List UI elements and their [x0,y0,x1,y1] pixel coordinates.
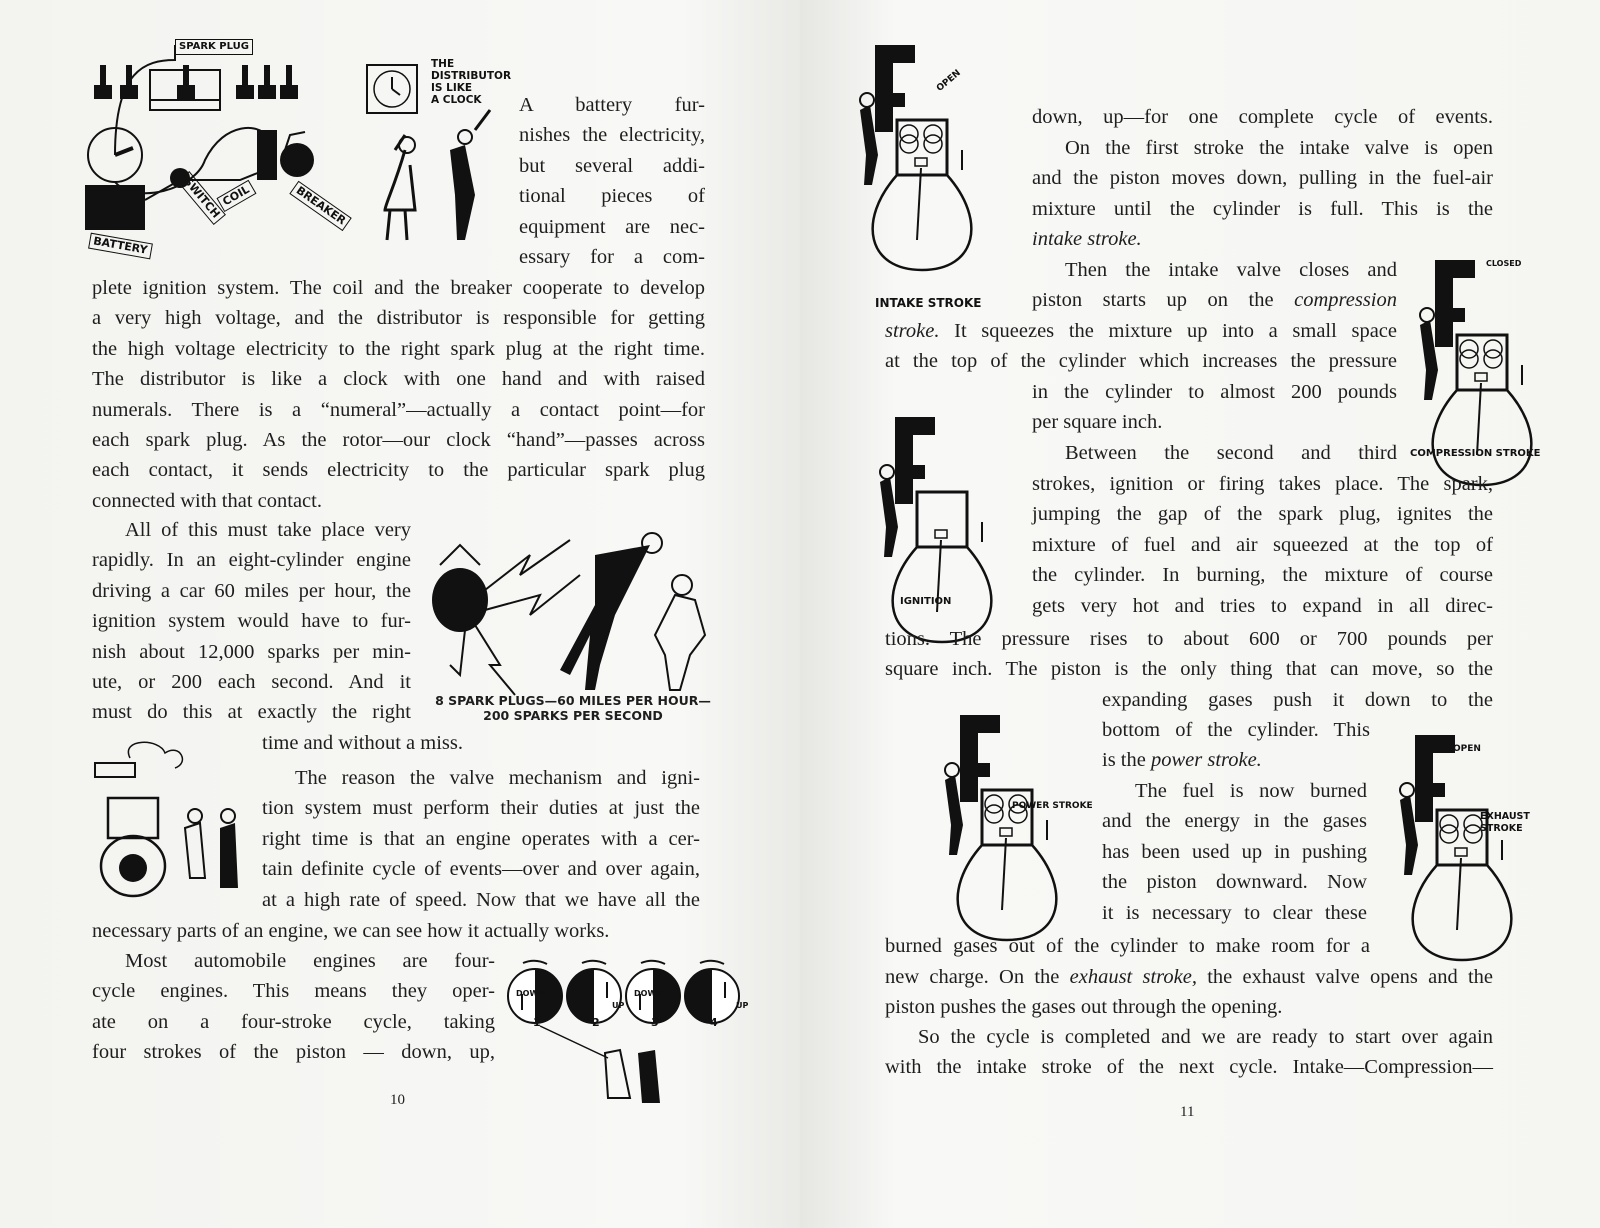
piston-pin [1000,828,1012,836]
text-span: a very high voltage, and the distributor is responsible for getting [92,307,705,330]
text-span: numerals. There is a “numeral”—actually a contact point—for [92,398,705,421]
text-span: the cylinder. In burning, the mixture of course [1032,564,1493,587]
text-line [1032,469,1493,499]
text-line [885,316,1397,346]
connecting-rod [1477,383,1481,455]
ignition-wiring-drawing [75,30,365,260]
caption-line: EXHAUST [1480,811,1530,822]
text-span: Most automobile engines are four- [125,950,495,972]
text-line [262,885,700,915]
text-line [1102,685,1493,715]
text-span: essary for a com- [519,245,705,268]
stroke-label-3: DOWN [634,989,663,998]
caption-line: STROKE [1480,823,1523,834]
text-span: gets very hot and tries to expand in all direc- [1032,594,1493,617]
text-span: the exhaust valve opens and the [1196,966,1493,988]
text-line [92,1007,495,1037]
page-number: 10 [390,1092,405,1108]
intake-stroke-illustration [855,15,1025,315]
text-line [92,637,411,667]
pointer-stick [540,1026,608,1058]
text-line [1032,133,1493,163]
crankcase-icon [873,175,972,270]
text-line [885,654,1493,684]
text-span: and the energy in the gases [1102,810,1367,833]
fuel-mixture-cloud [1440,815,1458,833]
four-cycle-drawing [510,958,755,1108]
text-span: ate on a four-stroke cycle, taking [92,1010,495,1033]
text-block [1102,685,1493,715]
text-block [1102,715,1370,776]
text-span: On the first stroke the intake valve is open [1065,137,1493,159]
person-head [945,763,959,777]
distributor-cap-icon [432,568,488,632]
text-span: and the piston moves down, pulling in the fuel-air [1032,167,1493,190]
piston-pin [1475,373,1487,381]
text-line [92,976,495,1006]
spark-man-drawing [420,515,720,705]
text-span: right time is that an engine operates with a cer- [262,827,700,850]
compression-engine-drawing [1410,240,1550,445]
text-span: tion system must perform their duties at just the [262,797,700,820]
person-head [1420,308,1434,322]
caption-line: 200 SPARKS PER SECOND [483,708,663,723]
text-line [262,793,700,823]
text-line [92,486,705,516]
text-line [92,606,411,636]
text-block [262,728,562,758]
compression-stroke-illustration [1410,240,1550,465]
text-line [519,151,705,181]
text-span: nishes the electricity, [519,124,705,147]
text-line [885,992,1493,1022]
text-block [92,916,692,946]
text-block [92,946,495,1068]
crankcase-icon [1413,865,1512,960]
connecting-rod [1457,858,1461,930]
text-span: it is necessary to clear these [1102,901,1367,924]
label-battery: BATTERY [88,233,152,260]
text-block [92,515,411,728]
label-switch: SWITCH [177,171,226,225]
valve-mechanism-illustration [70,738,250,903]
italic-text: compression [1294,289,1397,312]
intake-engine-drawing [855,15,1025,315]
text-line [262,854,700,884]
text-line [1032,407,1397,437]
text-line [519,212,705,242]
text-span: tain definite cycle of events—over and over again, [262,858,700,881]
text-line [1032,377,1397,407]
fuel-mixture-cloud [985,795,1003,813]
page-number: 11 [1180,1104,1195,1120]
text-span: mixture of fuel and air squeezed at the top of [1032,533,1493,556]
distributor-clock-illustration [365,55,515,245]
text-line [519,181,705,211]
text-line [262,824,700,854]
text-span: rapidly. In an eight-cylinder engine [92,549,411,572]
text-block [1102,776,1367,928]
text-span: at the top of the cylinder which increases the pressure [885,350,1397,373]
caption-line: IS LIKE [431,82,473,94]
text-line [1032,499,1493,529]
text-span: time and without a miss. [262,732,463,754]
spark-plug-icon [94,65,112,99]
text-line [92,916,692,946]
text-line [1102,715,1370,745]
fuel-mixture-cloud [1484,340,1502,358]
power-stroke-caption: POWER STROKE [1012,801,1093,811]
text-line [1032,285,1397,315]
text-span: Between the second and third [1065,442,1397,464]
text-line [519,90,705,120]
fuel-mixture-cloud [900,135,918,153]
text-line [1032,194,1493,224]
text-line [92,697,411,727]
text-span: square inch. The piston is the only thing that can move, so the [885,658,1493,681]
text-line [1032,438,1397,468]
text-block [1032,255,1397,316]
text-line [1032,224,1493,254]
label-coil: COIL [216,180,256,212]
text-line [92,667,411,697]
text-span: It squeezes the mixture up into a small space [939,320,1397,342]
text-span: The reason the valve mechanism and igni- [295,767,700,789]
power-stroke-illustration [880,690,1100,920]
text-block [1032,469,1493,621]
piston-pin [1455,848,1467,856]
text-line [1102,898,1367,928]
compression-stroke-caption: COMPRESSION STROKE [1410,448,1541,459]
text-line [885,1022,1493,1052]
italic-text: exhaust stroke, [1069,966,1197,988]
breaker-icon [280,143,314,177]
text-block [885,624,1493,685]
text-line [885,624,1493,654]
ignition-engine-drawing [855,392,1025,592]
exhaust-stroke-illustration [1375,715,1545,955]
coil-icon [257,130,277,180]
text-span: jumping the gap of the spark plug, ignites the [1032,503,1493,526]
text-block [885,962,1493,1023]
caption-line: 8 SPARK PLUGS—60 MILES PER HOUR— [435,693,711,708]
italic-text: stroke. [885,320,940,342]
stroke-label-4: UP [736,1001,749,1010]
fuel-mixture-cloud [924,125,942,143]
text-line [92,303,705,333]
text-span: driving a car 60 miles per hour, the [92,579,411,602]
text-line [1102,806,1367,836]
piston-pin [935,530,947,538]
text-block [519,90,705,272]
text-block [1032,133,1493,255]
person-head [860,93,874,107]
text-line [92,576,411,606]
text-span: plete ignition system. The coil and the breaker cooperate to develop [92,277,705,299]
stroke-label-1: DOWN [516,989,545,998]
text-span: the high voltage electricity to the right spark plug at the right time. [92,337,705,360]
text-span: the piston downward. Now [1102,871,1367,894]
fuel-mixture-cloud [900,125,918,143]
text-span: with the intake stroke of the next cycle. Intake—Compression— [885,1056,1493,1079]
text-line [1032,102,1493,132]
text-block [92,273,705,516]
text-span: connected with that contact. [92,489,322,512]
text-span: Then the intake valve closes and [1065,259,1397,281]
text-line [1032,530,1493,560]
text-span: each spark plug. As the rotor—our clock “hand”—passes across [92,428,705,451]
text-span: per square inch. [1032,411,1163,434]
valve-open-label: OPEN [1453,744,1481,754]
text-span: nish about 12,000 sparks per min- [92,640,411,663]
rotation-arrow-icon [641,961,665,964]
text-line [1102,776,1367,806]
text-span: mixture until the cylinder is full. This is the [1032,197,1493,220]
ignition-illustration [855,392,1025,612]
text-block [1032,438,1397,468]
text-span: at a high rate of speed. Now that we have all the [262,888,700,911]
rotation-arrow-icon [700,961,724,964]
text-span: ignition system would have to fur- [92,610,411,633]
intake-stroke-caption: INTAKE STROKE [875,296,982,310]
text-span: burned gases out of the cylinder to make room for a [885,935,1370,957]
text-line [885,931,1370,961]
text-span: cycle engines. This means they oper- [92,980,495,1003]
spark-plugs-caption [428,693,718,723]
text-span: in the cylinder to almost 200 pounds [1032,381,1397,403]
connecting-rod [1002,838,1006,910]
exhaust-stroke-caption [1480,811,1530,835]
text-span: but several addi- [519,154,705,177]
text-line [92,425,705,455]
italic-text: intake stroke. [1032,228,1142,251]
text-line [1032,591,1493,621]
text-span: tions. The pressure rises to about 600 or 700 pounds per [885,628,1493,650]
fuel-mixture-cloud [1460,340,1478,358]
text-line [92,946,495,976]
text-line [92,395,705,425]
fuel-mixture-cloud [1440,825,1458,843]
text-span: each contact, it sends electricity to the particular spark plug [92,459,705,482]
fuel-mixture-cloud [1484,350,1502,368]
text-line [92,364,705,394]
stroke-number-1: 1 [533,1016,541,1029]
fuel-mixture-cloud [1460,350,1478,368]
text-block [885,316,1397,377]
text-span: The distributor is like a clock with one hand and with raised [92,368,705,391]
text-span: All of this must take place very [125,519,411,541]
text-span: expanding gases push it down to the [1102,689,1493,711]
valve-open-label: OPEN [935,68,963,94]
stroke-half-shade [567,969,594,1023]
text-line [885,962,1493,992]
connecting-rod [917,168,921,240]
text-line [1032,255,1397,285]
stroke-number-4: 4 [710,1016,718,1029]
distributor-caption [431,58,511,106]
text-line [262,763,700,793]
person-head [880,465,894,479]
text-line [92,1037,495,1067]
text-line [92,515,411,545]
rotation-arrow-icon [582,961,606,964]
text-span: necessary parts of an engine, we can see how it actually works. [92,920,610,942]
text-span: piston pushes the gases out through the opening. [885,996,1283,1019]
person-figure [605,1050,630,1098]
text-line [92,545,411,575]
text-line [92,455,705,485]
text-span: The fuel is now burned [1135,780,1367,802]
person-figure [638,1050,660,1103]
text-line [92,273,705,303]
text-block [885,931,1370,961]
person-head [1400,783,1414,797]
text-span: four strokes of the piston — down, up, [92,1041,495,1064]
text-block [1032,377,1397,438]
text-line [885,1052,1493,1082]
stroke-number-3: 3 [651,1016,659,1029]
text-line [1102,837,1367,867]
ignition-system-illustration [75,30,365,260]
text-block [1032,102,1493,132]
caption-line: THE [431,58,455,70]
text-span: A battery fur- [519,94,705,116]
piston-pin [915,158,927,166]
stroke-number-2: 2 [592,1016,600,1029]
text-span: equipment are nec- [519,215,705,238]
text-line [519,242,705,272]
text-span: down, up—for one complete cycle of events. [1032,106,1493,128]
text-line [1102,867,1367,897]
valve-closed-label: CLOSED [1486,259,1522,268]
caption-line: DISTRIBUTOR [431,70,512,82]
stroke-label-2: UP [612,1001,625,1010]
text-line [1032,560,1493,590]
text-span: So the cycle is completed and we are ready to start over again [918,1026,1493,1048]
engine-and-people-drawing [70,738,250,903]
text-span: piston starts up on the [1032,289,1295,312]
text-line [262,728,562,758]
text-span: must do this at exactly the right [92,701,411,724]
text-span: has been used up in pushing [1102,840,1367,863]
stroke-half-shade [685,969,712,1023]
text-line [92,334,705,364]
four-stroke-cycle-illustration [510,958,755,1108]
text-span: new charge. On the [885,966,1070,988]
fuel-mixture-cloud [924,135,942,153]
spark-plugs-illustration [420,515,720,730]
italic-text: power stroke. [1150,749,1262,772]
ignition-caption: IGNITION [900,596,952,607]
label-spark-plug: SPARK PLUG [175,39,253,55]
text-span: tional pieces of [519,185,705,208]
text-block [262,763,700,915]
text-line [885,346,1397,376]
text-span: bottom of the cylinder. This [1102,719,1370,741]
rotation-arrow-icon [523,961,547,964]
right-page [800,0,1600,1228]
text-span: is the [1102,749,1151,772]
text-span: ute, or 200 each second. And it [92,670,411,693]
text-span: strokes, ignition or firing takes place. The spark, [1032,473,1493,495]
text-line [1032,163,1493,193]
text-line [519,120,705,150]
label-breaker: BREAKER [289,181,352,232]
text-block [885,1022,1493,1083]
caption-line: A CLOCK [431,94,482,106]
crankcase-icon [958,845,1057,940]
fuel-mixture-cloud [985,805,1003,823]
battery-icon [85,185,145,230]
text-line [1102,745,1370,775]
